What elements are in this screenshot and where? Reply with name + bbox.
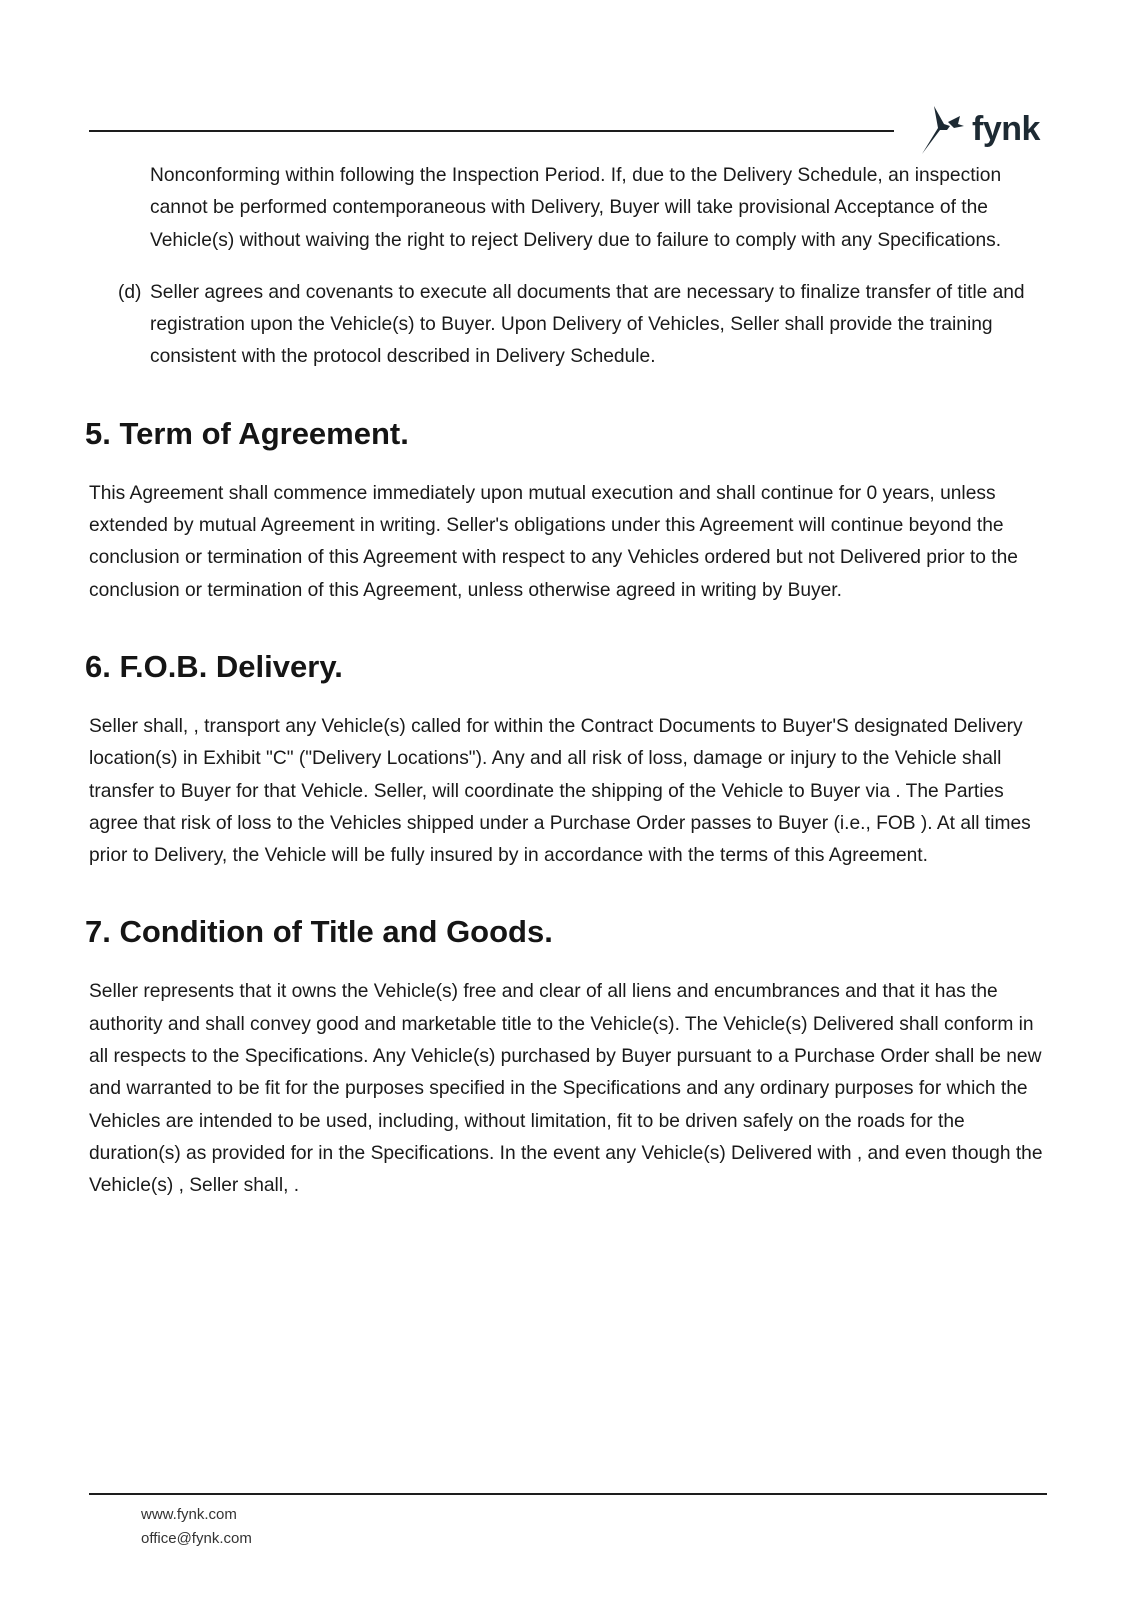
- fynk-logo: [920, 104, 1055, 160]
- section-body-title: Seller represents that it owns the Vehicle(s) free and clear of all liens and encumbrances and that it has the authority and shall convey good and marketable title to the Vehicle(s). The Vehicle(s) Delivered shall conform in all respects to the Specifications. Any Vehicle(s) purchased by Buyer pursuant to a Purchase Order shall be new and warranted to be fit for the purposes specified in the Specifications and any ordinary purposes for which the Vehicles are intended to be used, including, without limitation, fit to be driven safely on the roads for the duration(s) as provided for in the Specifications. In the event any Vehicle(s) Delivered with , and even though the Vehicle(s) , Seller shall, .: [89, 981, 1043, 1197]
- section-heading-term: 5. Term of Agreement.: [85, 415, 409, 451]
- list-item-d: [89, 277, 1040, 374]
- list-marker: (d): [118, 281, 142, 303]
- list-item-text: Seller agrees and covenants to execute all documents that are necessary to finalize transfer of title and registration upon the Vehicle(s) to Buyer. Upon Delivery of Vehicles, Seller shall provide the training consistent with the protocol described in Delivery Schedule.: [150, 281, 1025, 368]
- section-heading-title: 7. Condition of Title and Goods.: [85, 914, 553, 950]
- section-heading-fob: 6. F.O.B. Delivery.: [85, 648, 343, 684]
- logo-wordmark: fynk: [972, 110, 1040, 148]
- section-body-fob: Seller shall, , transport any Vehicle(s) called for within the Contract Documents to Buyer'S designated Delivery location(s) in Exhibit "C" ("Delivery Locations"). Any and all risk of loss, damage or injury to the Vehicle shall transfer to Buyer for that Vehicle. Seller, will coordinate the shipping of the Vehicle to Buyer via . The Parties agree that risk of loss to the Vehicles shipped under a Purchase Order passes to Buyer (i.e., FOB ). At all times prior to Delivery, the Vehicle will be fully insured by in accordance with the terms of this Agreement.: [89, 715, 1031, 867]
- list-continuation: Nonconforming within following the Inspection Period. If, due to the Delivery Schedule, an inspection cannot be performed contemporaneous with Delivery, Buyer will take provisional Acceptance of the Vehicle(s) without waiving the right to reject Delivery due to failure to comply with any Specifications.: [150, 165, 1002, 251]
- section-body-term: This Agreement shall commence immediately upon mutual execution and shall continue for 0 years, unless extended by mutual Agreement in writing. Seller's obligations under this Agreement will continue beyond the conclusion or termination of this Agreement with respect to any Vehicles ordered but not Delivered prior to the conclusion or termination of this Agreement, unless otherwise agreed in writing by Buyer.: [89, 482, 1018, 601]
- footer-website: www.fynk.com: [141, 1506, 237, 1523]
- footer: [141, 1503, 252, 1551]
- document-body: [85, 160, 1049, 1203]
- footer-divider: [89, 1493, 1047, 1495]
- bird-logo-icon: [920, 104, 968, 156]
- header-divider: [89, 130, 894, 132]
- footer-email: office@fynk.com: [141, 1530, 252, 1547]
